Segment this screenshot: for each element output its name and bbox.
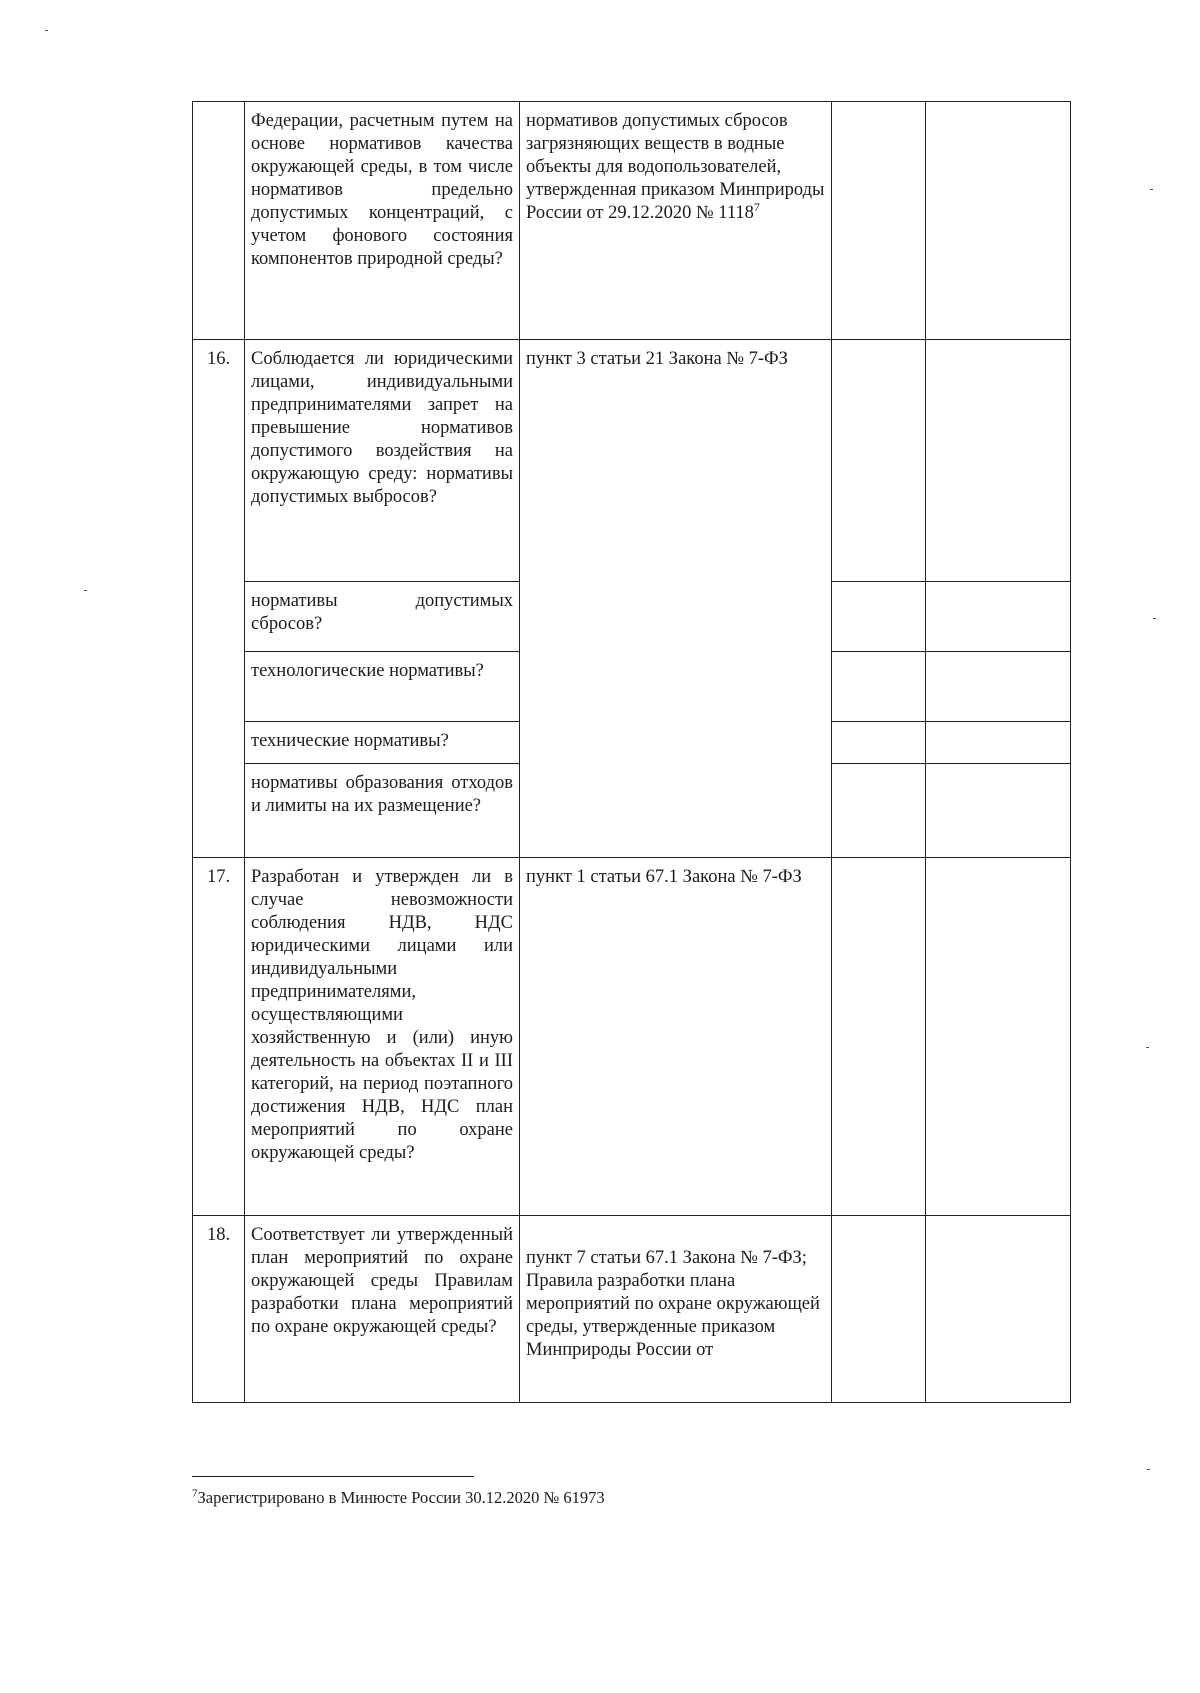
note-cell xyxy=(926,764,1071,858)
table-row xyxy=(193,340,1071,582)
scan-speck xyxy=(1146,1047,1149,1048)
question-cell xyxy=(245,722,520,764)
norm-reference-cell xyxy=(520,1216,832,1403)
answer-cell xyxy=(832,652,926,722)
answer-cell xyxy=(832,764,926,858)
note-cell xyxy=(926,340,1071,582)
question-cell xyxy=(245,652,520,722)
answer-cell xyxy=(832,582,926,652)
scan-speck xyxy=(84,590,87,591)
note-cell xyxy=(926,858,1071,1216)
question-cell xyxy=(245,858,520,1216)
answer-cell xyxy=(832,858,926,1216)
answer-cell xyxy=(832,1216,926,1403)
note-cell xyxy=(926,1216,1071,1403)
row-number: 16. xyxy=(193,340,245,858)
table-row xyxy=(193,102,1071,340)
question-text: нормативы допустимых сбросов? xyxy=(251,591,513,634)
scan-speck xyxy=(1150,189,1153,190)
table-row xyxy=(193,858,1071,1216)
footnote-divider xyxy=(192,1476,474,1477)
question-text: Разработан и утвержден ли в случае невозможности соблюдения НДВ, НДС юридическими лицами или индивидуальными предпринимателями, осуществляющими хозяйственную и (или) иную деятельность на объектах II и III категорий, на период поэтапного достижения НДВ, НДС план мероприятий по охране окружающей среды? xyxy=(251,867,513,1163)
norm-reference-text: нормативов допустимых сбросов загрязняющих веществ в водные объекты для водопользователей, утвержденная приказом Минприроды России от 29.12.2020 № 1118 xyxy=(526,111,825,223)
note-cell xyxy=(926,652,1071,722)
norm-reference-text: пункт 1 статьи 67.1 Закона № 7-ФЗ xyxy=(526,867,802,887)
question-text: технические нормативы? xyxy=(251,731,449,751)
row-number: 17. xyxy=(193,858,245,1216)
question-text: технологические нормативы? xyxy=(251,661,484,681)
question-cell xyxy=(245,102,520,340)
question-text: Соответствует ли утвержденный план мероприятий по охране окружающей среды Правилам разработки плана мероприятий по охране окружающей среды? xyxy=(251,1225,513,1337)
row-number: 18. xyxy=(193,1216,245,1403)
scan-speck xyxy=(1147,1469,1150,1470)
norm-reference-text: пункт 7 статьи 67.1 Закона № 7-ФЗ; Правила разработки плана мероприятий по охране окружающей среды, утвержденные приказом Минприроды России от xyxy=(526,1248,820,1360)
norm-reference-cell xyxy=(520,858,832,1216)
footnote-marker: 7 xyxy=(753,199,760,214)
norm-reference-cell xyxy=(520,340,832,858)
question-cell xyxy=(245,582,520,652)
checklist-table xyxy=(192,101,1071,1403)
answer-cell xyxy=(832,722,926,764)
question-text: Соблюдается ли юридическими лицами, индивидуальными предпринимателями запрет на превышение нормативов допустимого воздействия на окружающую среду: нормативы допустимых выбросов? xyxy=(251,349,513,507)
footnote-text: Зарегистрировано в Минюсте России 30.12.2020 № 61973 xyxy=(197,1488,605,1507)
question-text: нормативы образования отходов и лимиты на их размещение? xyxy=(251,773,513,816)
question-cell xyxy=(245,340,520,582)
norm-reference-cell xyxy=(520,102,832,340)
scan-speck xyxy=(45,30,48,31)
footnote-marker: 7 xyxy=(192,1487,198,1500)
answer-cell xyxy=(832,102,926,340)
question-text: Федерации, расчетным путем на основе нормативов качества окружающей среды, в том числе нормативов предельно допустимых концентраций, с учетом фонового состояния компонентов природной среды? xyxy=(251,111,513,269)
question-cell xyxy=(245,764,520,858)
table-row xyxy=(193,1216,1071,1403)
note-cell xyxy=(926,722,1071,764)
answer-cell xyxy=(832,340,926,582)
scan-speck xyxy=(1153,618,1156,619)
footnote xyxy=(192,1488,605,1508)
note-cell xyxy=(926,102,1071,340)
norm-reference-text: пункт 3 статьи 21 Закона № 7-ФЗ xyxy=(526,349,788,369)
note-cell xyxy=(926,582,1071,652)
row-number xyxy=(193,102,245,340)
question-cell xyxy=(245,1216,520,1403)
